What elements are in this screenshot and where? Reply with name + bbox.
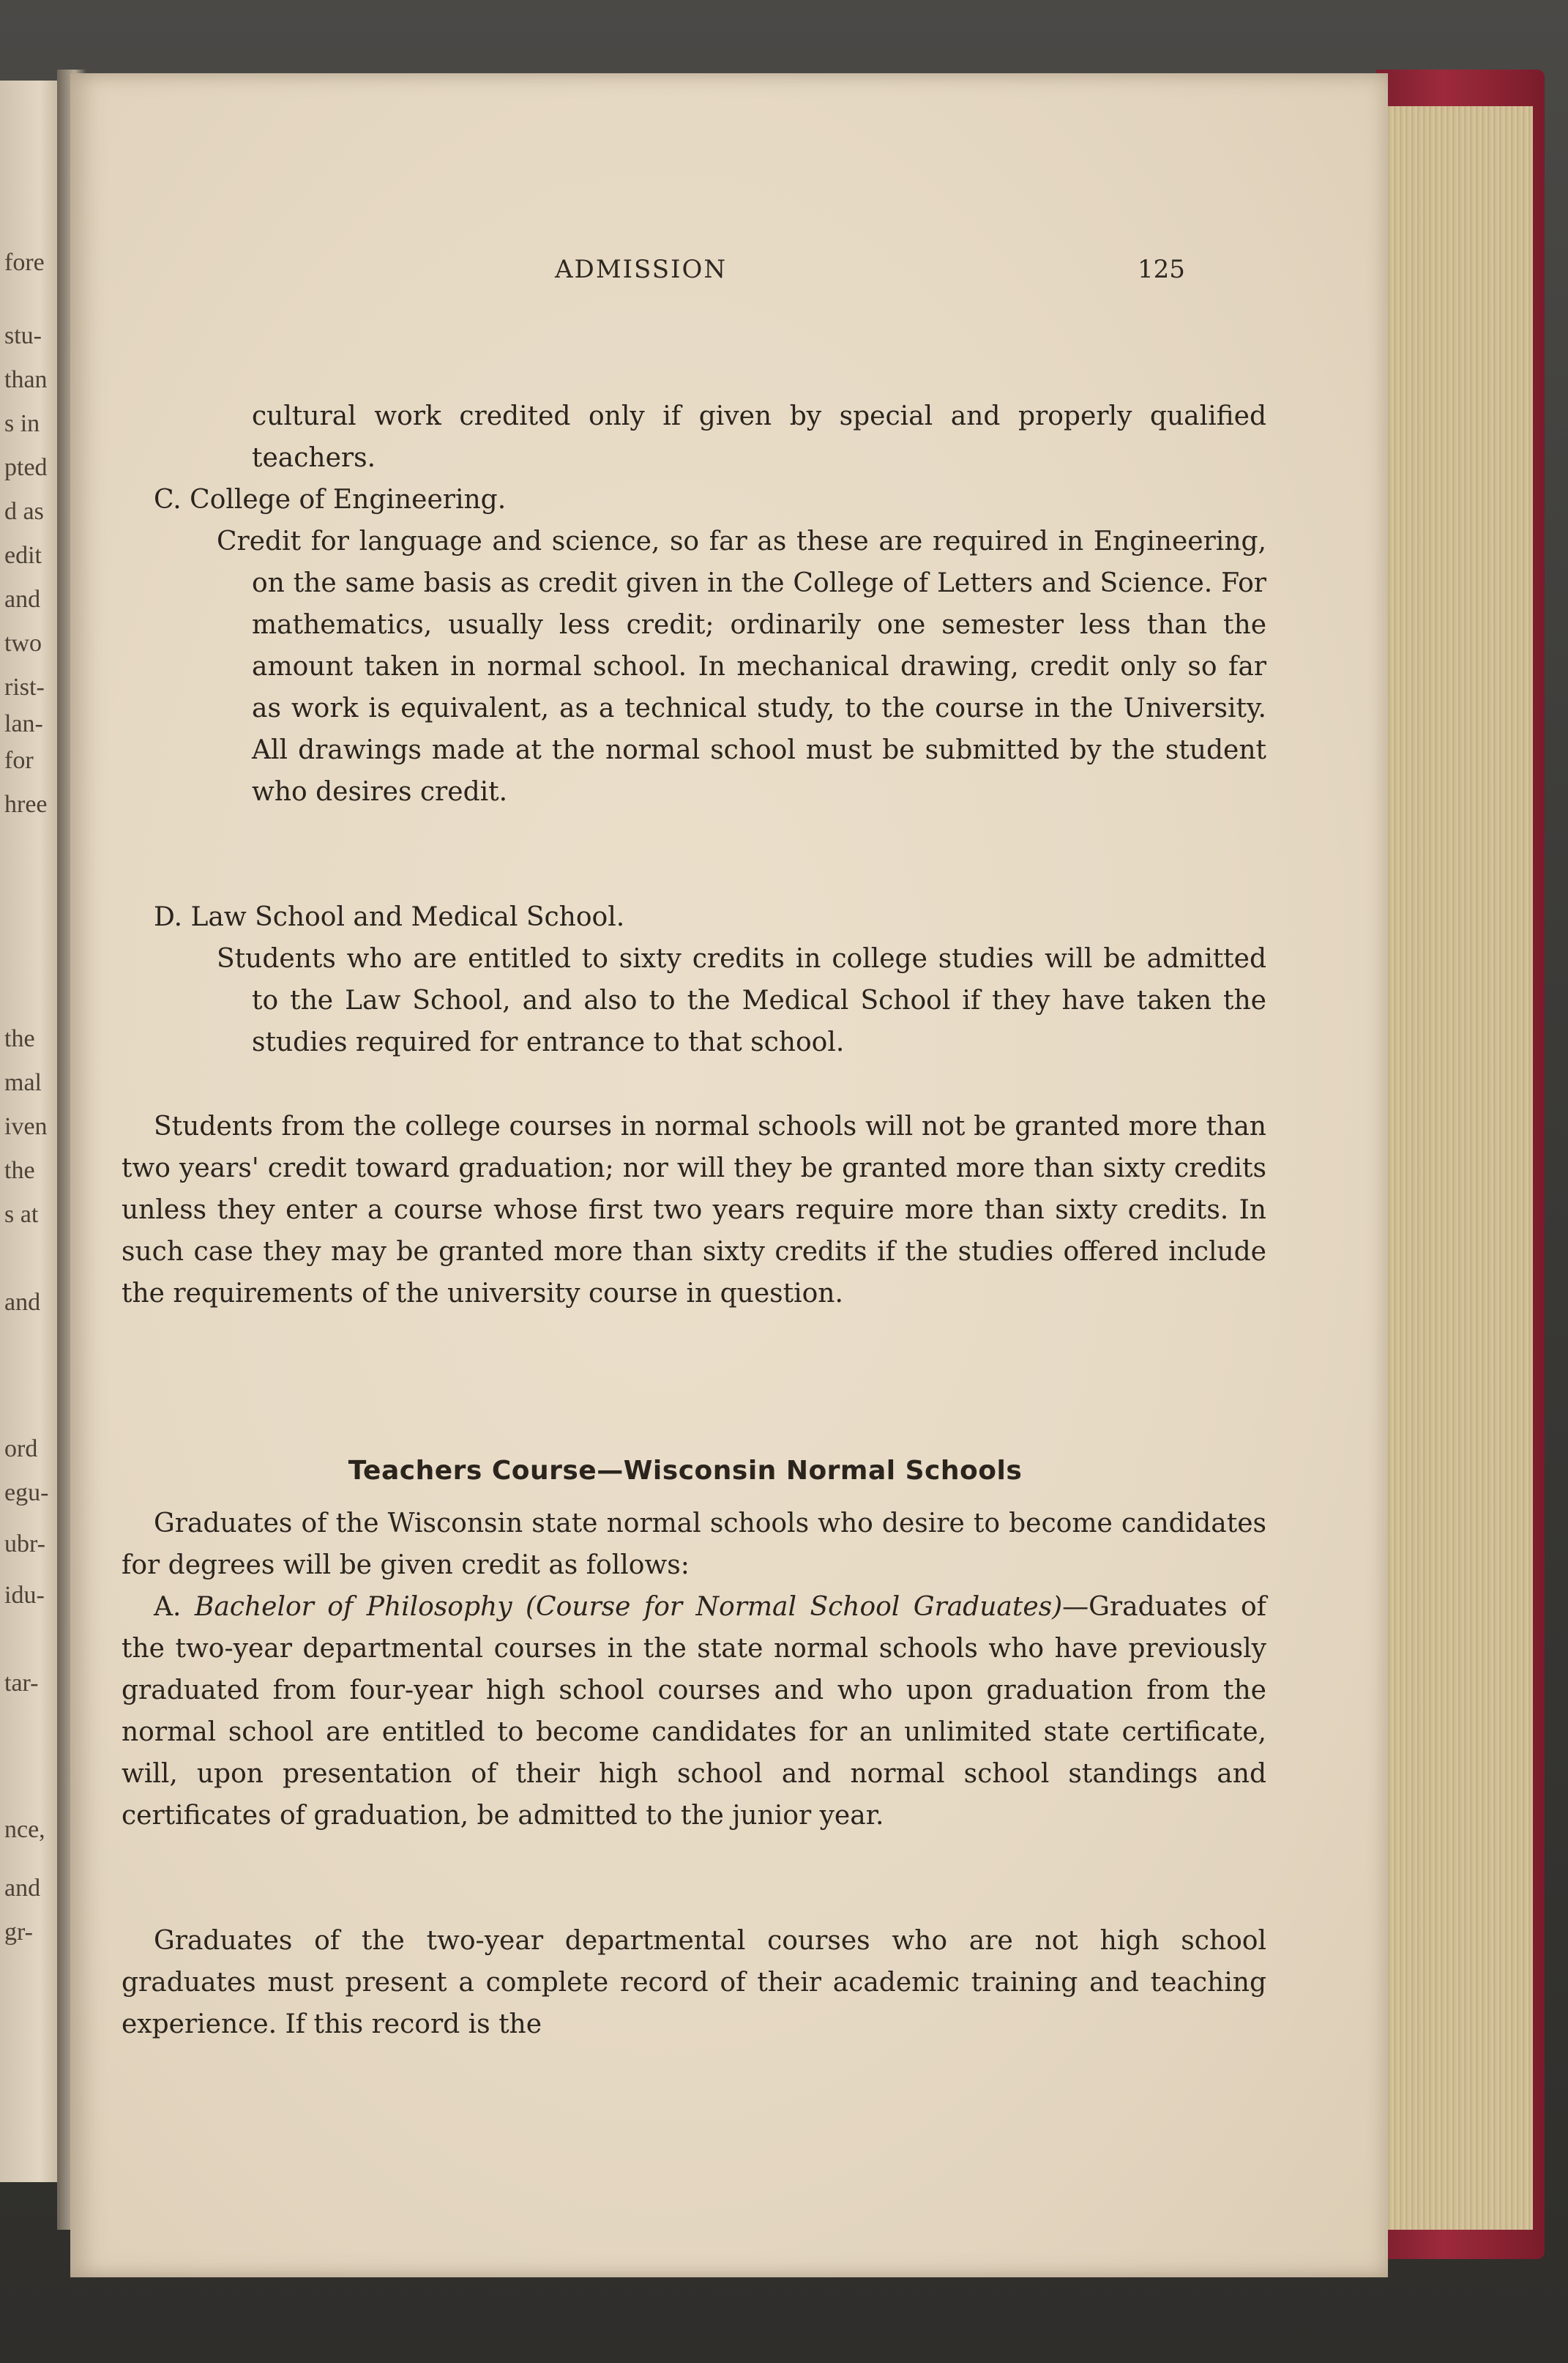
c-body-block	[217, 521, 1266, 813]
section-c-heading: C. College of Engineering.	[154, 485, 507, 515]
left-page-fragment: and	[4, 1875, 41, 1902]
left-page-fragment: gr-	[4, 1919, 33, 1946]
left-page-fragment: for	[4, 747, 34, 774]
book-page	[70, 73, 1388, 2277]
left-page-fragment: ubr-	[4, 1530, 45, 1558]
teachers-intro-paragraph: Graduates of the Wisconsin state normal schools who desire to become candidates for degrees will be given credit as follows:	[122, 1508, 1266, 1580]
section-a-body: —Graduates of the two-year departmental courses in the state normal schools who have previously graduated from four-year high school courses and who upon graduation from the normal school are entitled to become candidates for an unlimited state certificate, will, upon presentation of their high school and normal school standings and certificates of graduation, be admitted to the junior year.	[122, 1592, 1266, 1831]
teachers-course-heading: Teachers Course—Wisconsin Normal Schools	[348, 1456, 1023, 1486]
left-page-fragment: edit	[4, 542, 42, 569]
section-a-block	[122, 1586, 1266, 1837]
left-page-fragment: stu-	[4, 322, 42, 349]
left-page-fragment: lan-	[4, 710, 43, 737]
left-page-fragment: idu-	[4, 1582, 45, 1609]
college-courses-paragraph: Students from the college courses in normal schools will not be granted more than two years' credit toward graduation; nor will they be granted more than sixty credits unless they enter a course whose first two years require more than sixty credits. In such case they may be granted more than sixty credits if the studies offered include the requirements of the university course in question.	[122, 1112, 1266, 1309]
left-page-fragment: the	[4, 1157, 35, 1184]
left-page-fragment: ord	[4, 1435, 38, 1462]
left-page-fragment: s at	[4, 1201, 39, 1228]
left-page-fragment: s in	[4, 410, 40, 437]
final-paragraph: Graduates of the two-year departmental courses who are not high school graduates must present a complete record of their academic training and teaching experience. If this record is the	[122, 1926, 1266, 2039]
left-page-fragment: fore	[4, 249, 45, 276]
left-page-fragment: iven	[4, 1113, 48, 1140]
running-header-title: ADMISSION	[555, 255, 728, 284]
continuation-text: cultural work credited only if given by special and properly qualified teachers.	[252, 401, 1266, 473]
left-page-fragment: the	[4, 1025, 35, 1052]
left-page-fragment: egu-	[4, 1479, 49, 1506]
left-page-fragment: tar-	[4, 1670, 39, 1697]
left-page-fragment: pted	[4, 454, 48, 481]
section-a-paragraph	[122, 1586, 1266, 1837]
page-number: 125	[1138, 255, 1185, 284]
section-a-subtitle: (Course for Normal School Graduates)	[526, 1592, 1063, 1622]
left-page-fragment: two	[4, 630, 42, 657]
section-d-heading: D. Law School and Medical School.	[154, 902, 625, 932]
left-page-fragment: d as	[4, 498, 44, 525]
left-facing-page-edge	[0, 81, 59, 2182]
section-c-body: Credit for language and science, so far as these are required in Engineering, on the same basis as credit given in the College of Letters and Science. For mathematics, usually less credit; ordinarily one semester less than the amount taken in normal school. In mechanical drawing, credit only so far as work is equivalent, as a technical study, to the course in the University. All drawings made at the normal school must be submitted by the student who desires credit.	[217, 526, 1266, 807]
left-page-fragment: rist-	[4, 674, 45, 701]
left-page-fragment: than	[4, 366, 48, 393]
section-a-label: A.	[154, 1592, 182, 1622]
left-page-fragment: hree	[4, 791, 48, 818]
section-d-body: Students who are entitled to sixty credits in college studies will be admitted to the Law School, and also to the Medical School if they have taken the studies required for entrance to that school.	[217, 944, 1266, 1057]
page-edges-block	[1376, 106, 1533, 2230]
college-courses-block	[122, 1106, 1266, 1314]
final-paragraph-block	[122, 1920, 1266, 2045]
left-page-fragment: mal	[4, 1069, 42, 1096]
teachers-intro-block	[122, 1503, 1266, 1586]
d-heading-block	[154, 896, 1266, 938]
left-page-fragment: and	[4, 586, 41, 613]
d-body-block	[217, 938, 1266, 1063]
continuation-paragraph	[252, 395, 1266, 479]
section-a-title: Bachelor of Philosophy	[194, 1592, 512, 1622]
c-heading-block	[154, 479, 1266, 521]
left-page-fragment: nce,	[4, 1816, 45, 1843]
left-page-fragment: and	[4, 1289, 41, 1316]
